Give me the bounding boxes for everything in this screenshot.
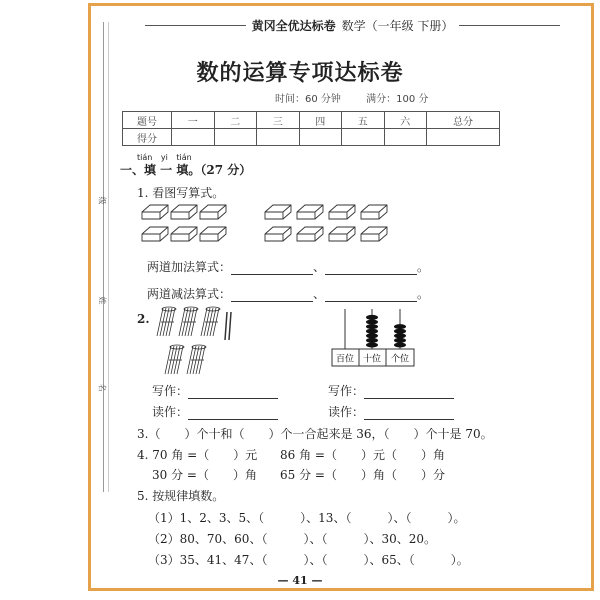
binding-line (103, 22, 104, 492)
answer-blank[interactable] (325, 289, 417, 302)
eraser-icon (142, 227, 168, 241)
period: 。 (417, 260, 430, 274)
answer-blank[interactable] (188, 386, 278, 399)
subtraction-label: 两道减法算式： (147, 287, 232, 301)
subtraction-row (147, 285, 429, 302)
full-score: 满分：100 分 (366, 94, 429, 105)
abacus-bead (366, 324, 378, 329)
abacus-bead (366, 315, 378, 320)
abacus (330, 307, 425, 369)
abacus-bead (394, 329, 406, 334)
addition-label: 两道加法算式： (147, 260, 232, 274)
abacus-bead (366, 333, 378, 338)
table-header: 六 (384, 112, 427, 129)
abacus-bead (394, 324, 406, 329)
eraser-icon (265, 205, 291, 219)
read-label: 读作： (152, 405, 189, 419)
eraser-icon (297, 205, 323, 219)
pinyin: tián yi tián (137, 153, 192, 162)
table-header: 四 (299, 112, 342, 129)
question-4-line2b: 65 分 =（ ）角（ ）分 (280, 468, 445, 482)
sequence-item: （2）80、70、60、（ ）、（ ）、30、20。 (148, 532, 436, 546)
binding-line (108, 22, 109, 492)
side-label: 名 (97, 383, 107, 392)
side-label: 级 (97, 196, 107, 205)
read-label: 读作： (328, 405, 365, 419)
sequence-item: （3）35、41、47、（ ）、（ ）、65、（ ）。 (148, 553, 469, 567)
table-header: 三 (257, 112, 300, 129)
eraser-icon (171, 205, 197, 219)
answer-blank[interactable] (231, 289, 313, 302)
exam-meta (275, 90, 428, 105)
read-row-right (328, 403, 454, 420)
subject: 数学（一年级 下册） (341, 19, 454, 33)
abacus-bead (366, 329, 378, 334)
abacus-bead (366, 320, 378, 325)
place-label: 百位 (335, 354, 355, 365)
page-title: 数的运算专项达标卷 (196, 60, 404, 86)
time-limit: 时间：60 分钟 (275, 94, 341, 105)
score-cell[interactable] (299, 129, 342, 146)
eraser-icon (142, 205, 168, 219)
erasers-illustration (140, 202, 400, 248)
question-4-line1a: 4. 70 角 =（ ）元 (137, 448, 258, 462)
answer-blank[interactable] (231, 262, 313, 275)
score-table (122, 111, 500, 146)
abacus-bead (394, 333, 406, 338)
score-cell[interactable] (427, 129, 500, 146)
addition-row (147, 258, 429, 275)
table-header: 一 (172, 112, 215, 129)
write-row-right (328, 382, 454, 399)
abacus-bead (366, 343, 378, 348)
page-header (145, 17, 560, 34)
section-heading: 一、填 一 填。（27 分） (120, 163, 252, 177)
score-cell[interactable] (384, 129, 427, 146)
eraser-icon (361, 205, 387, 219)
eraser-icon (171, 227, 197, 241)
read-row-left (152, 403, 278, 420)
question-5-label: 5. 按规律填数。 (137, 489, 225, 503)
abacus-bead (394, 343, 406, 348)
eraser-icon (200, 205, 226, 219)
write-label: 写作： (152, 384, 189, 398)
question-3: 3.（ ）个十和（ ）个一合起来是 36，（ ）个十是 70。 (137, 427, 493, 441)
stick-bundle-icon (187, 345, 206, 374)
table-header: 二 (214, 112, 257, 129)
answer-blank[interactable] (188, 407, 278, 420)
side-label: 姓 (97, 296, 107, 305)
answer-blank[interactable] (364, 407, 454, 420)
single-sticks-icon (225, 312, 231, 340)
brand: 黄冈全优达标卷 (251, 19, 336, 33)
score-cell[interactable] (172, 129, 215, 146)
question-4-line1b: 86 角 =（ ）元（ ）角 (280, 448, 445, 462)
page-number: — 41 — (277, 574, 323, 587)
stick-bundle-icon (165, 345, 184, 374)
stick-bundle-icon (201, 307, 220, 336)
place-label: 十位 (362, 354, 382, 365)
stick-bundle-icon (157, 307, 176, 336)
answer-blank[interactable] (364, 386, 454, 399)
question-4-line2a: 30 分 =（ ）角 (152, 468, 257, 482)
eraser-icon (361, 227, 387, 241)
abacus-bead (394, 338, 406, 343)
score-cell[interactable] (257, 129, 300, 146)
table-header: 五 (342, 112, 385, 129)
stick-bundle-icon (179, 307, 198, 336)
eraser-icon (329, 205, 355, 219)
eraser-icon (265, 227, 291, 241)
write-label: 写作： (328, 384, 365, 398)
write-row-left (152, 382, 278, 399)
eraser-icon (297, 227, 323, 241)
table-header: 题号 (123, 112, 172, 129)
abacus-bead (366, 338, 378, 343)
question-2-label: 2. (137, 312, 150, 326)
separator: 、 (313, 287, 326, 301)
place-label: 个位 (390, 354, 410, 365)
separator: 、 (313, 260, 326, 274)
eraser-icon (200, 227, 226, 241)
stick-bundles-illustration (155, 306, 255, 378)
question-1-label: 1. 看图写算式。 (137, 186, 225, 200)
period: 。 (417, 287, 430, 301)
row-label: 得分 (123, 129, 172, 146)
table-header: 总分 (427, 112, 500, 129)
score-cell[interactable] (342, 129, 385, 146)
score-cell[interactable] (214, 129, 257, 146)
eraser-icon (329, 227, 355, 241)
answer-blank[interactable] (325, 262, 417, 275)
sequence-item: （1）1、2、3、5、（ ）、13、（ ）、（ ）。 (148, 511, 466, 525)
